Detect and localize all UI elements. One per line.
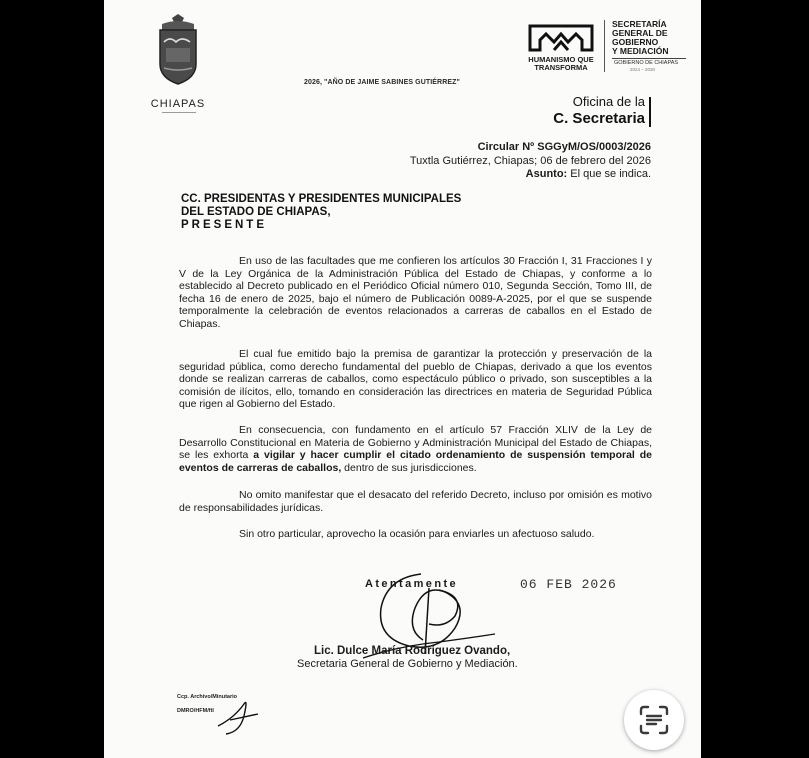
initials-line: DMRO/HFM/ftl (177, 708, 214, 714)
secretariat-line: SECRETARÍA (612, 19, 667, 29)
addressee-line-3: PRESENTE (181, 219, 267, 231)
circular-number: Circular Nº SGGyM/OS/0003/2026 (477, 141, 651, 153)
chiapas-crest-icon (154, 12, 202, 86)
subject-label: Asunto: (525, 168, 568, 180)
secretariat-org: GOBIERNO DE CHIAPAS (614, 60, 679, 66)
ccp-line: Ccp. Archivo/Minutario (177, 694, 237, 700)
received-stamp: 06 FEB 2026 (520, 577, 617, 592)
subject (526, 168, 651, 180)
office-bar (649, 97, 651, 127)
body-paragraph-2: El cual fue emitido bajo la premisa de garantizar la protección y preservación de la seguridad pública, como derecho fundamental del pueblo de Chiapas, derivado a que los eventos donde se realizan carreras de caballos, como espectáculo público o privado, son susceptibles a la comisión de ilícitos, ello, tomando en consideración las directrices en materia de Seguridad Pública que rigen al Gobierno del Estado. (179, 348, 652, 411)
secretariat-rule (612, 58, 686, 59)
secretariat-line: Y MEDIACIÓN (612, 46, 669, 56)
document-page (104, 0, 701, 758)
year-motto: 2026, "AÑO DE JAIME SABINES GUTIÉRREZ" (304, 79, 460, 86)
slogan-line-1: HUMANISMO QUE (528, 55, 594, 64)
state-name: CHIAPAS (150, 98, 206, 110)
p3-text-a: En consecuencia, con fundamento en el artículo 57 Fracción XLIV de la Ley de Desarrollo Constitucional en Materia de Gobierno y Administración Municipal del Estado de Chiapas, se les exhorta (179, 424, 652, 462)
subject-value: El que se indica. (570, 168, 651, 180)
closing: Atentamente (365, 578, 459, 590)
text-scan-icon (637, 703, 671, 737)
body-paragraph-1: En uso de las facultades que me confieren los artículos 30 Fracción I, 31 Fracciones I y V de la Ley Orgánica de la Administración Pública del Estado de Chiapas, y conforme a lo establecido al Decreto publicado en el Periódico Oficial número 010, Segunda Sección, Tomo III, de fecha 16 de enero de 2025, bajo el número de Publicación 0089-A-2025, por el que se suspende temporalmente la celebración de eventos relacionados a carreras de caballos en el Estado de Chiapas. (179, 255, 652, 330)
addressee-line-2: DEL ESTADO DE CHIAPAS, (181, 206, 331, 218)
body-paragraph-3 (179, 424, 652, 474)
p3-text-bold: a vigilar y hacer cumplir el citado ordenamiento de suspensión temporal de eventos de carreras de caballos, (179, 449, 652, 474)
header-divider (604, 20, 605, 72)
divider (162, 112, 196, 113)
office-line-2: C. Secretaria (553, 110, 645, 127)
secretariat-title (612, 20, 669, 56)
secretariat-years: 2024 – 2030 (630, 67, 656, 72)
place-date: Tuxtla Gutiérrez, Chiapas; 06 de febrero del 2026 (409, 155, 651, 167)
addressee-line-1: CC. PRESIDENTAS Y PRESIDENTES MUNICIPALES (181, 193, 462, 205)
secretariat-line: GENERAL DE (612, 28, 668, 38)
body-paragraph-4: No omito manifestar que el desacato del referido Decreto, incluso por omisión es motivo de responsabilidades jurídicas. (179, 489, 652, 514)
p3-text-c: dentro de sus jurisdicciones. (341, 461, 477, 474)
office-line-1: Oficina de la (572, 94, 645, 109)
secretariat-line: GOBIERNO (612, 37, 659, 47)
slogan-line-2: TRANSFORMA (534, 63, 588, 72)
initials-signature-icon (214, 690, 262, 736)
signer-title: Secretaria General de Gobierno y Mediación. (297, 658, 518, 670)
signer-name: Lic. Dulce María Rodríguez Ovando, (314, 645, 511, 657)
humanismo-logo-icon (524, 20, 598, 56)
gov-slogan (524, 56, 598, 72)
text-scan-button[interactable] (624, 690, 684, 750)
body-paragraph-5: Sin otro particular, aprovecho la ocasión para enviarles un afectuoso saludo. (239, 528, 595, 540)
